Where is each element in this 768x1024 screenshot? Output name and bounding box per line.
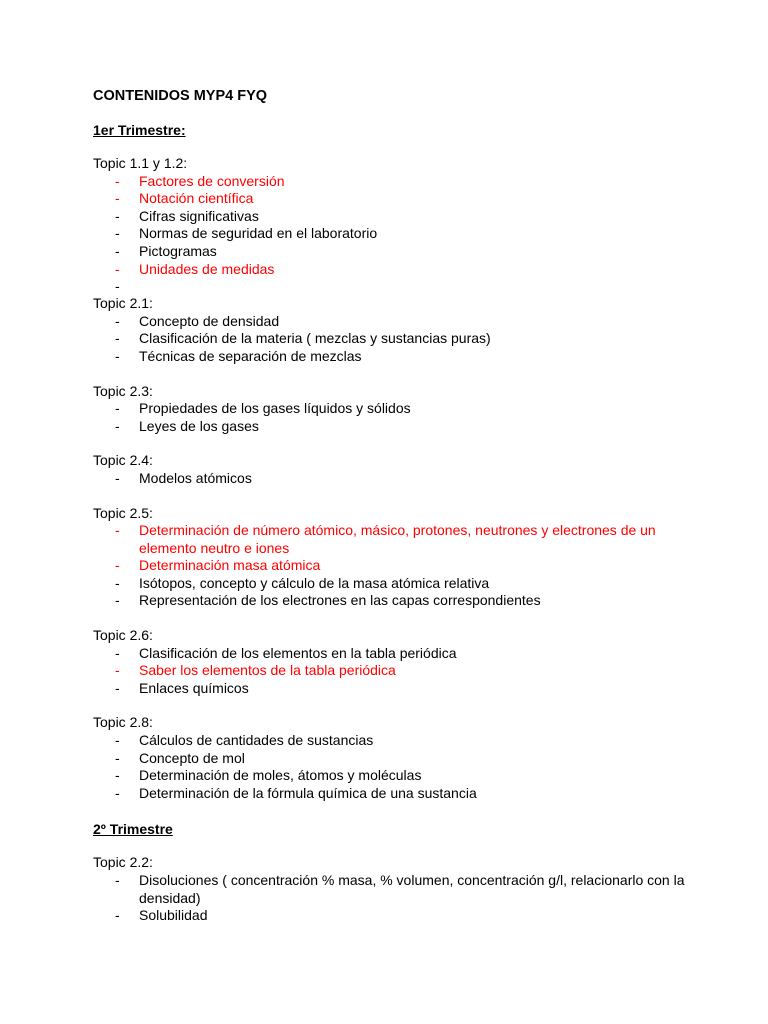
topic-list <box>93 400 693 435</box>
dash-bullet: - <box>115 417 120 434</box>
topic-title: Topic 2.8: <box>93 714 153 731</box>
topic-block <box>93 505 693 611</box>
list-item <box>93 330 693 348</box>
list-item-text: Cálculos de cantidades de sustancias <box>139 732 374 749</box>
topic-block <box>93 295 693 365</box>
dash-bullet: - <box>115 662 120 679</box>
list-item-text: Técnicas de separación de mezclas <box>139 347 362 364</box>
dash-bullet: - <box>115 732 120 749</box>
topic-block <box>93 627 693 697</box>
term-section <box>93 819 693 924</box>
list-item <box>93 400 693 418</box>
list-item <box>93 348 693 366</box>
topic-title: Topic 1.1 y 1.2: <box>93 155 188 171</box>
dash-bullet: - <box>115 522 120 539</box>
dash-bullet: - <box>115 278 120 295</box>
list-item <box>93 662 693 680</box>
dash-bullet: - <box>115 207 120 224</box>
list-item-text: Factores de conversión <box>139 172 285 189</box>
dash-bullet: - <box>115 872 120 888</box>
list-item <box>93 645 693 663</box>
document-page <box>93 85 693 942</box>
topic-block <box>93 155 693 295</box>
dash-bullet: - <box>115 312 120 329</box>
list-item <box>93 557 693 575</box>
dash-bullet: - <box>115 347 120 364</box>
document-title: CONTENIDOS MYP4 FYQ <box>93 88 268 104</box>
list-item <box>93 243 693 261</box>
topic-list <box>93 645 693 698</box>
topic-list <box>93 522 693 610</box>
list-item <box>93 767 693 785</box>
dash-bullet: - <box>115 644 120 661</box>
list-item <box>93 522 693 557</box>
topic-block <box>93 383 693 436</box>
dash-bullet: - <box>115 749 120 766</box>
list-item-text: Notación científica <box>139 190 254 207</box>
list-item-text: Propiedades de los gases líquidos y sólidos <box>139 400 411 417</box>
list-item-text: Concepto de densidad <box>139 312 280 329</box>
list-item-text: Determinación de número atómico, másico, protones, neutrones y electrones de un elemento neutro e iones <box>139 522 656 556</box>
list-item-text: Enlaces químicos <box>139 679 249 696</box>
list-item-text: Determinación de la fórmula química de una sustancia <box>139 784 477 801</box>
term-heading: 2º Trimestre <box>93 821 173 838</box>
list-item-text: Pictogramas <box>139 242 217 259</box>
dash-bullet: - <box>115 400 120 417</box>
dash-bullet: - <box>115 784 120 801</box>
list-item-text: Determinación masa atómica <box>139 557 321 574</box>
list-item <box>93 470 693 488</box>
dash-bullet: - <box>115 190 120 207</box>
topic-list <box>93 172 693 295</box>
topic-title: Topic 2.3: <box>93 382 153 399</box>
dash-bullet: - <box>115 225 120 242</box>
list-item-text: Solubilidad <box>139 907 208 924</box>
list-item-text: Unidades de medidas <box>139 260 275 277</box>
topic-list <box>93 732 693 802</box>
list-item <box>93 785 693 803</box>
list-item <box>93 313 693 331</box>
term-section <box>93 120 693 802</box>
list-item <box>93 261 693 279</box>
topic-title: Topic 2.2: <box>93 854 153 871</box>
dash-bullet: - <box>115 242 120 259</box>
list-item-text: Saber los elementos de la tabla periódica <box>139 662 396 679</box>
list-item-text: Representación de los electrones en las capas correspondientes <box>139 592 541 609</box>
dash-bullet: - <box>115 574 120 591</box>
topic-title: Topic 2.5: <box>93 504 153 521</box>
dash-bullet: - <box>115 679 120 696</box>
topic-list <box>93 470 693 488</box>
dash-bullet: - <box>115 557 120 574</box>
terms-container <box>93 120 693 925</box>
topic-title: Topic 2.4: <box>93 452 153 469</box>
list-item-text: Concepto de mol <box>139 749 245 766</box>
list-item-text: Leyes de los gases <box>139 417 259 434</box>
list-item-text: Cifras significativas <box>139 207 259 224</box>
dash-bullet: - <box>115 907 120 924</box>
list-item <box>93 872 693 907</box>
list-item-text: Isótopos, concepto y cálculo de la masa atómica relativa <box>139 574 490 591</box>
list-item <box>93 592 693 610</box>
topic-title: Topic 2.1: <box>93 295 153 312</box>
list-item <box>93 418 693 436</box>
dash-bullet: - <box>115 767 120 784</box>
dash-bullet: - <box>115 260 120 277</box>
list-item <box>93 208 693 226</box>
dash-bullet: - <box>115 172 120 189</box>
list-item-text: Clasificación de la materia ( mezclas y sustancias puras) <box>139 330 491 347</box>
list-item <box>93 680 693 698</box>
topic-block <box>93 854 693 924</box>
list-item-text: Normas de seguridad en el laboratorio <box>139 225 378 242</box>
dash-bullet: - <box>115 592 120 609</box>
list-item <box>93 907 693 925</box>
topic-block <box>93 714 693 802</box>
term-heading: 1er Trimestre: <box>93 122 186 138</box>
topic-list <box>93 313 693 366</box>
dash-bullet: - <box>115 330 120 347</box>
list-item <box>93 225 693 243</box>
topic-list <box>93 872 693 925</box>
topic-block <box>93 452 693 487</box>
list-item <box>93 732 693 750</box>
list-item-text: Determinación de moles, átomos y moléculas <box>139 767 422 784</box>
dash-bullet: - <box>115 469 120 486</box>
list-item-text: Disoluciones ( concentración % masa, % volumen, concentración g/l, relacionarlo con la densidad) <box>139 872 685 906</box>
topic-title: Topic 2.6: <box>93 627 153 644</box>
list-item <box>93 575 693 593</box>
list-item <box>93 173 693 191</box>
list-item-text: Modelos atómicos <box>139 469 252 486</box>
list-item-text: Clasificación de los elementos en la tabla periódica <box>139 644 457 661</box>
list-item <box>93 190 693 208</box>
list-item <box>93 750 693 768</box>
